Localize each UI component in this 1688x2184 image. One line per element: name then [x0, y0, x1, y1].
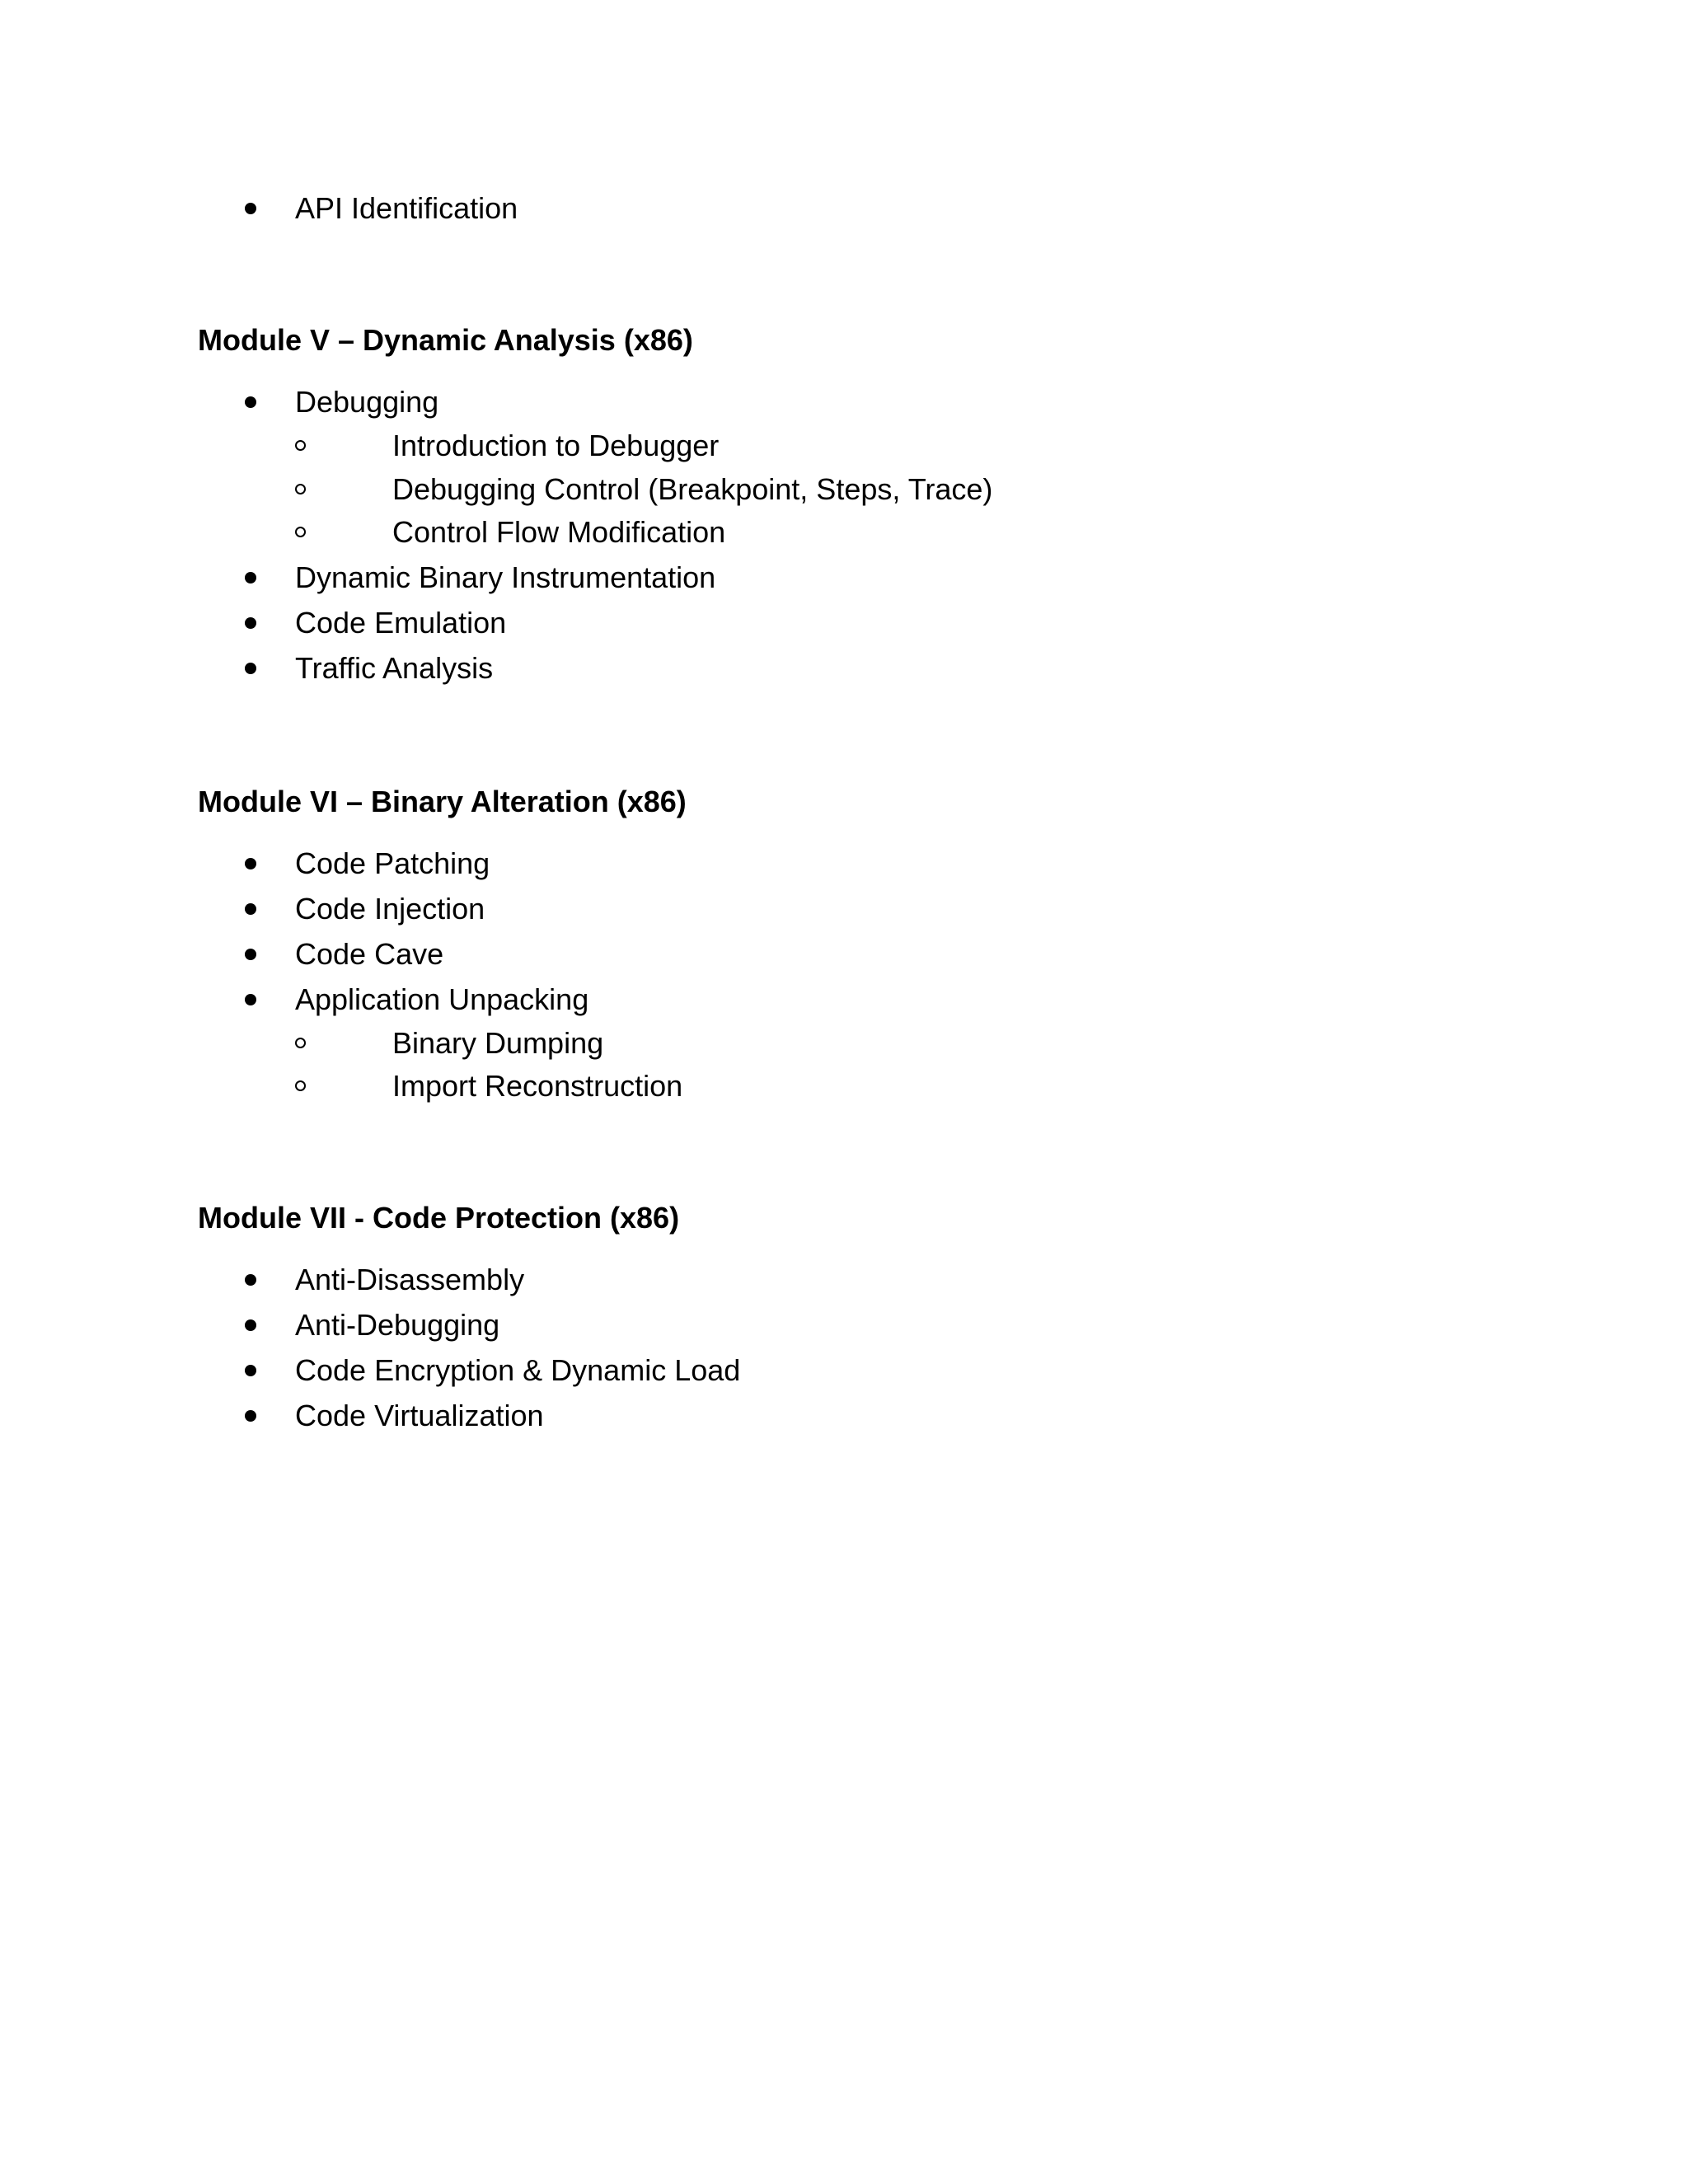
bullet-icon — [245, 1274, 256, 1286]
list-item-label: Code Injection — [295, 891, 485, 926]
sub-list-item-label: Import Reconstruction — [392, 1069, 683, 1103]
intro-bullet-list — [198, 185, 1517, 231]
sub-list-item-label: Binary Dumping — [392, 1025, 604, 1060]
sub-list-item — [295, 511, 1517, 555]
module-section — [198, 781, 1517, 1108]
module-section — [198, 320, 1517, 691]
module-heading: Module VI – Binary Alteration (x86) — [198, 784, 687, 818]
list-item — [198, 555, 1517, 600]
bullet-icon — [245, 1365, 256, 1376]
list-item — [198, 886, 1517, 931]
module-bullet-list — [198, 379, 1517, 691]
sub-list-item — [295, 424, 1517, 468]
bullet-icon — [245, 617, 256, 629]
bullet-icon — [245, 1319, 256, 1331]
bullet-icon — [245, 1410, 256, 1422]
sub-list-item — [295, 468, 1517, 512]
bullet-icon — [245, 572, 256, 583]
sub-list-item — [295, 1065, 1517, 1108]
list-item — [198, 645, 1517, 691]
list-item-label: API Identification — [295, 191, 518, 225]
list-item — [198, 841, 1517, 886]
list-item — [198, 185, 1517, 231]
list-item — [198, 1302, 1517, 1347]
sub-list-item-label: Control Flow Modification — [392, 515, 726, 549]
module-heading: Module VII - Code Protection (x86) — [198, 1200, 680, 1235]
list-item — [198, 600, 1517, 645]
list-item-label: Application Unpacking — [295, 982, 589, 1016]
hollow-bullet-icon — [295, 527, 306, 537]
list-item — [198, 1257, 1517, 1302]
list-item-label: Code Virtualization — [295, 1398, 544, 1432]
bullet-icon — [245, 994, 256, 1005]
module-bullet-list — [198, 841, 1517, 1108]
module-heading: Module V – Dynamic Analysis (x86) — [198, 323, 693, 357]
sub-bullet-list — [295, 1022, 1517, 1108]
bullet-icon — [245, 663, 256, 674]
list-item — [198, 931, 1517, 977]
list-item-label: Anti-Disassembly — [295, 1262, 525, 1296]
list-item-label: Code Patching — [295, 846, 490, 880]
bullet-icon — [245, 858, 256, 869]
bullet-icon — [245, 903, 256, 915]
list-item-label: Traffic Analysis — [295, 650, 494, 685]
module-section — [198, 1197, 1517, 1438]
list-item-label: Debugging — [295, 385, 439, 419]
sub-bullet-list — [295, 424, 1517, 555]
hollow-bullet-icon — [295, 1080, 306, 1091]
list-item — [198, 1347, 1517, 1393]
sub-list-item — [295, 1022, 1517, 1066]
sub-list-item-label: Debugging Control (Breakpoint, Steps, Trace) — [392, 471, 993, 506]
list-item-label: Anti-Debugging — [295, 1307, 500, 1342]
list-item — [198, 977, 1517, 1108]
document-content — [198, 185, 1517, 1438]
bullet-icon — [245, 396, 256, 408]
list-item-label: Code Cave — [295, 936, 444, 971]
bullet-icon — [245, 203, 256, 214]
sub-list-item-label: Introduction to Debugger — [392, 429, 720, 462]
module-bullet-list — [198, 1257, 1517, 1438]
hollow-bullet-icon — [295, 484, 306, 494]
hollow-bullet-icon — [295, 1038, 306, 1048]
list-item-label: Code Emulation — [295, 605, 507, 640]
list-item — [198, 379, 1517, 555]
bullet-icon — [245, 949, 256, 960]
hollow-bullet-icon — [295, 440, 306, 451]
list-item — [198, 1393, 1517, 1438]
list-item-label: Dynamic Binary Instrumentation — [295, 560, 716, 594]
list-item-label: Code Encryption & Dynamic Load — [295, 1352, 741, 1387]
